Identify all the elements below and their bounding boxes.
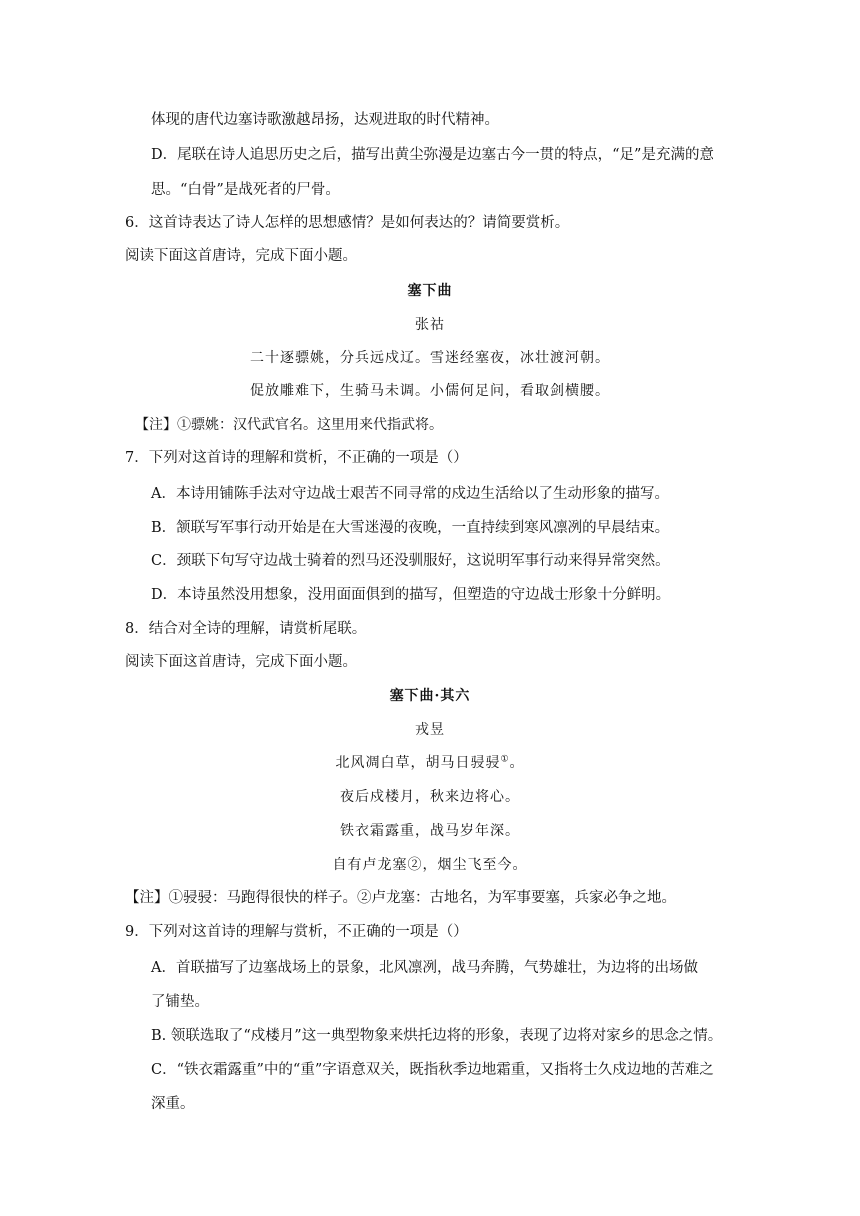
poem-author: 戎昱 xyxy=(415,722,445,738)
poem-note: 【注】①骎骎：马跑得很快的样子。②卢龙塞：古地名，为军事要塞，兵家必争之地。 xyxy=(125,890,676,906)
question-9: 9．下列对这首诗的理解与赏析，不正确的一项是（） xyxy=(125,924,468,940)
poem-line-end: 。 xyxy=(509,755,525,771)
option-c: C．“铁衣霜露重”中的“重”字语意双关，既指秋季边地霜重，又指将士久戍边地的苦难之 xyxy=(151,1062,714,1078)
poem-line: 促放雕难下，生骑马未调。小儒何足问，看取剑横腰。 xyxy=(250,383,610,399)
option-d-line: 思。“白骨”是战死者的尸骨。 xyxy=(151,182,340,198)
option-a: 了铺垫。 xyxy=(151,994,209,1010)
question-8: 8．结合对全诗的理解，请赏析尾联。 xyxy=(125,621,367,637)
poem-line-text: 北风凋白草，胡马日骎骎 xyxy=(335,755,501,771)
poem-author: 张祜 xyxy=(415,317,445,333)
option-b: B．颔联写军事行动开始是在大雪迷漫的夜晚，一直持续到寒风凛冽的早晨结束。 xyxy=(151,520,670,536)
poem-note: 【注】①骠姚：汉代武官名。这里用来代指武将。 xyxy=(135,417,443,433)
poem-title: 塞下曲 xyxy=(407,283,453,299)
reading-instruction: 阅读下面这首唐诗，完成下面小题。 xyxy=(125,248,357,264)
option-a: A．本诗用铺陈手法对守边战士艰苦不同寻常的戍边生活给以了生动形象的描写。 xyxy=(151,486,669,502)
option-a: A．首联描写了边塞战场上的景象，北风凛冽，战马奔腾，气势雄壮，为边将的出场做 xyxy=(151,960,698,976)
question-6: 6．这首诗表达了诗人怎样的思想感情？是如何表达的？请简要赏析。 xyxy=(125,215,570,231)
poem-line: 夜后戍楼月，秋来边将心。 xyxy=(340,789,520,805)
option-c: 深重。 xyxy=(151,1096,195,1112)
reading-instruction: 阅读下面这首唐诗，完成下面小题。 xyxy=(125,654,357,670)
poem-line xyxy=(0,753,860,773)
poem-line: 自有卢龙塞②，烟尘飞至今。 xyxy=(332,857,528,873)
poem-line: 二十逐骠姚，分兵远戍辽。雪迷经塞夜，冰壮渡河朝。 xyxy=(250,350,610,366)
option-d: D．本诗虽然没用想象，没用面面俱到的描写，但塑造的守边战士形象十分鲜明。 xyxy=(151,587,671,603)
option-b: B. 领联选取了“戍楼月”这一典型物象来烘托边将的形象，表现了边将对家乡的思念之情。 xyxy=(151,1028,723,1044)
option-c: C．颈联下句写守边战士骑着的烈马还没驯服好，这说明军事行动来得异常突然。 xyxy=(151,553,670,569)
text-line: 体现的唐代边塞诗歌激越昂扬，达观进取的时代精神。 xyxy=(151,112,499,128)
footnote-marker: ① xyxy=(500,754,510,765)
question-7: 7．下列对这首诗的理解和赏析，不正确的一项是（） xyxy=(125,450,468,466)
poem-line: 铁衣霜露重，战马岁年深。 xyxy=(340,823,520,839)
option-d-line: D．尾联在诗人追思历史之后，描写出黄尘弥漫是边塞古今一贯的特点，“足”是充满的意 xyxy=(151,147,714,163)
poem-title: 塞下曲·其六 xyxy=(389,688,471,704)
